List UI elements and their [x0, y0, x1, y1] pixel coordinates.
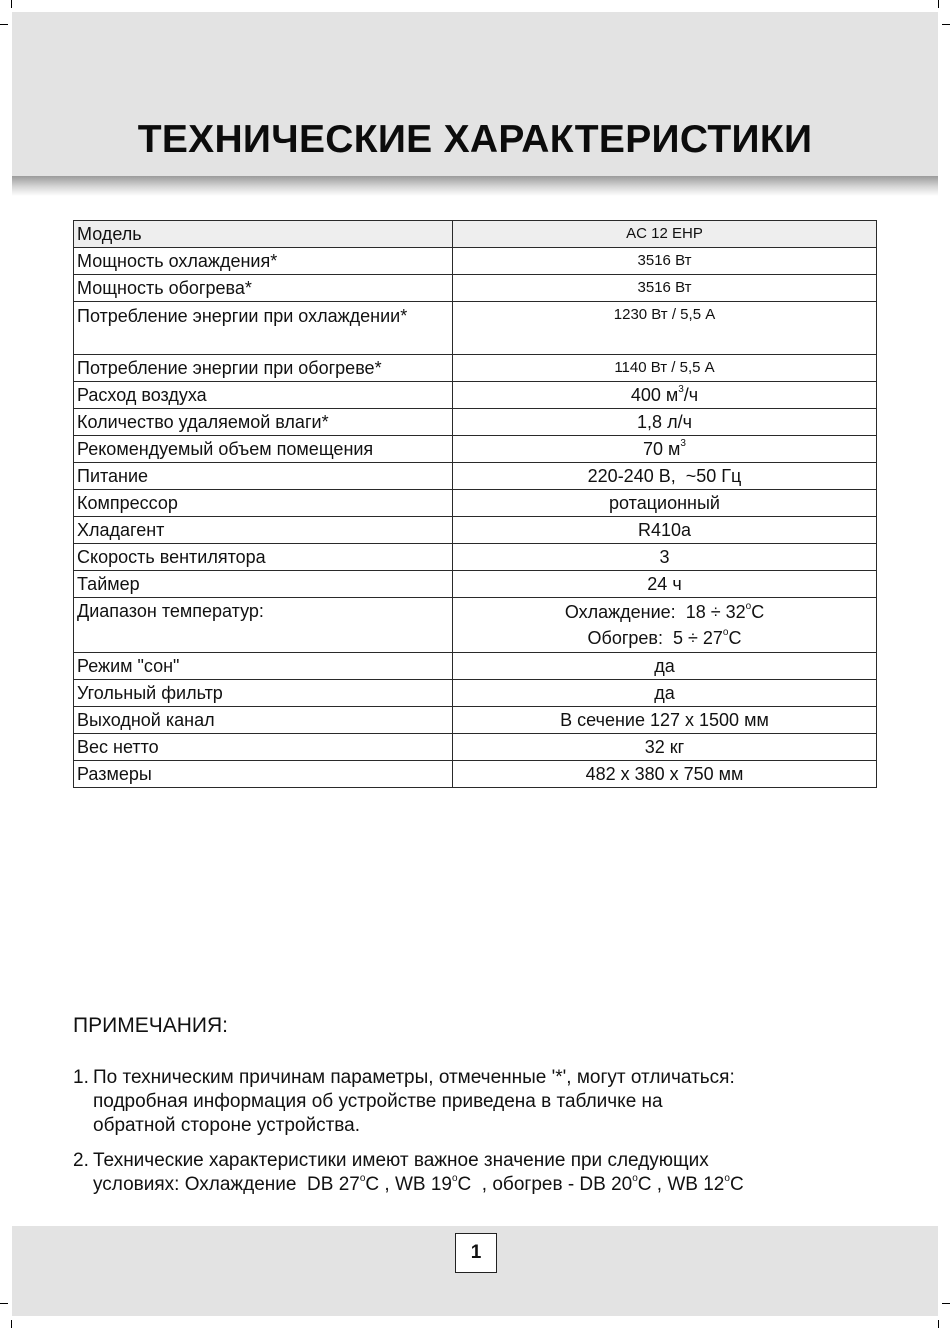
row-value — [453, 382, 877, 409]
table-row — [74, 707, 877, 734]
superscript: o — [745, 601, 752, 612]
note-line: Технические характеристики имеют важное значение при следующих — [93, 1150, 709, 1171]
row-label: Вес нетто — [74, 734, 453, 761]
table-row — [74, 761, 877, 788]
table-row — [74, 653, 877, 680]
superscript: o — [359, 1172, 366, 1184]
row-value: 3516 Вт — [453, 248, 877, 275]
row-value: 220-240 В, ~50 Гц — [453, 463, 877, 490]
superscript: 3 — [678, 384, 684, 395]
table-row — [74, 355, 877, 382]
table-row — [74, 544, 877, 571]
page-title: ТЕХНИЧЕСКИЕ ХАРАКТЕРИСТИКИ — [137, 118, 813, 161]
specs-table — [73, 220, 877, 788]
row-value: 3516 Вт — [453, 275, 877, 302]
table-row — [74, 382, 877, 409]
value-text: /ч — [683, 385, 699, 405]
table-row — [74, 571, 877, 598]
row-value: R410a — [453, 517, 877, 544]
row-value: 1230 Вт / 5,5 А — [453, 302, 877, 355]
row-value — [453, 436, 877, 463]
row-value: 1140 Вт / 5,5 А — [453, 355, 877, 382]
row-label: Компрессор — [74, 490, 453, 517]
table-row — [74, 302, 877, 355]
note-item — [73, 1066, 873, 1138]
note-line — [93, 1173, 873, 1197]
row-value: 1,8 л/ч — [453, 409, 877, 436]
row-value: 24 ч — [453, 571, 877, 598]
crop-mark — [938, 0, 939, 8]
value-text: С — [728, 628, 742, 648]
note-text: С , WB 12 — [637, 1174, 725, 1195]
note-number: 2. — [73, 1150, 89, 1171]
note-number: 1. — [73, 1067, 89, 1088]
row-label: Расход воздуха — [74, 382, 453, 409]
row-label: Диапазон температур: — [74, 598, 453, 653]
note-text: С , WB 19 — [365, 1174, 452, 1195]
note-text: условиях: Охлаждение DB 27 — [93, 1174, 360, 1195]
table-row — [74, 517, 877, 544]
row-label: Выходной канал — [74, 707, 453, 734]
row-label: Таймер — [74, 571, 453, 598]
crop-mark — [0, 1303, 8, 1304]
table-row — [74, 680, 877, 707]
note-line: По техническим причинам параметры, отмеченные '*', могут отличаться: — [93, 1067, 735, 1088]
note-line: обратной стороне устройства. — [93, 1115, 361, 1136]
note-line: подробная информация об устройстве приведена в табличке на — [93, 1091, 663, 1112]
table-row — [74, 463, 877, 490]
row-label: Размеры — [74, 761, 453, 788]
value-text: С — [751, 602, 765, 622]
row-label: Питание — [74, 463, 453, 490]
row-value: ротационный — [453, 490, 877, 517]
superscript: 3 — [680, 438, 686, 449]
row-value: 3 — [453, 544, 877, 571]
page-number: 1 — [455, 1233, 497, 1273]
value-text: Обогрев: 5 ÷ 27 — [587, 628, 723, 648]
crop-mark — [11, 0, 12, 8]
table-row — [74, 436, 877, 463]
row-label: Скорость вентилятора — [74, 544, 453, 571]
row-label: Потребление энергии при обогреве* — [74, 355, 453, 382]
row-value — [453, 598, 877, 653]
value-text: 400 м — [630, 385, 679, 405]
value-text: 70 м — [643, 439, 681, 459]
crop-mark — [11, 1320, 12, 1328]
notes-title: ПРИМЕЧАНИЯ: — [73, 1014, 228, 1037]
crop-mark — [942, 1303, 950, 1304]
crop-mark — [942, 24, 950, 25]
superscript: o — [632, 1172, 638, 1184]
row-label: Мощность обогрева* — [74, 275, 453, 302]
note-item — [73, 1149, 873, 1197]
row-label: Хладагент — [74, 517, 453, 544]
row-label: Мощность охлаждения* — [74, 248, 453, 275]
crop-mark — [938, 1320, 939, 1328]
row-value: да — [453, 653, 877, 680]
row-label: Режим "сон" — [74, 653, 453, 680]
row-value: В сечение 127 х 1500 мм — [453, 707, 877, 734]
row-value: 482 х 380 х 750 мм — [453, 761, 877, 788]
superscript: o — [451, 1172, 458, 1184]
table-row — [74, 409, 877, 436]
superscript: o — [724, 1172, 730, 1184]
table-row — [74, 490, 877, 517]
superscript: o — [722, 627, 729, 638]
table-row — [74, 734, 877, 761]
note-text: С — [729, 1174, 744, 1195]
crop-mark — [0, 24, 8, 25]
table-row — [74, 598, 877, 653]
header-shadow — [12, 176, 938, 196]
row-value: 32 кг — [453, 734, 877, 761]
row-label: Количество удаляемой влаги* — [74, 409, 453, 436]
row-label: Угольный фильтр — [74, 680, 453, 707]
note-text: С , обогрев - DB 20 — [457, 1174, 633, 1195]
row-value: да — [453, 680, 877, 707]
row-label: Модель — [74, 221, 453, 248]
row-label: Рекомендуемый объем помещения — [74, 436, 453, 463]
row-label: Потребление энергии при охлаждении* — [74, 302, 453, 355]
table-row — [74, 248, 877, 275]
value-text: Охлаждение: 18 ÷ 32 — [564, 602, 746, 622]
row-value: AC 12 EHP — [453, 221, 877, 248]
table-row — [74, 221, 877, 248]
table-row — [74, 275, 877, 302]
